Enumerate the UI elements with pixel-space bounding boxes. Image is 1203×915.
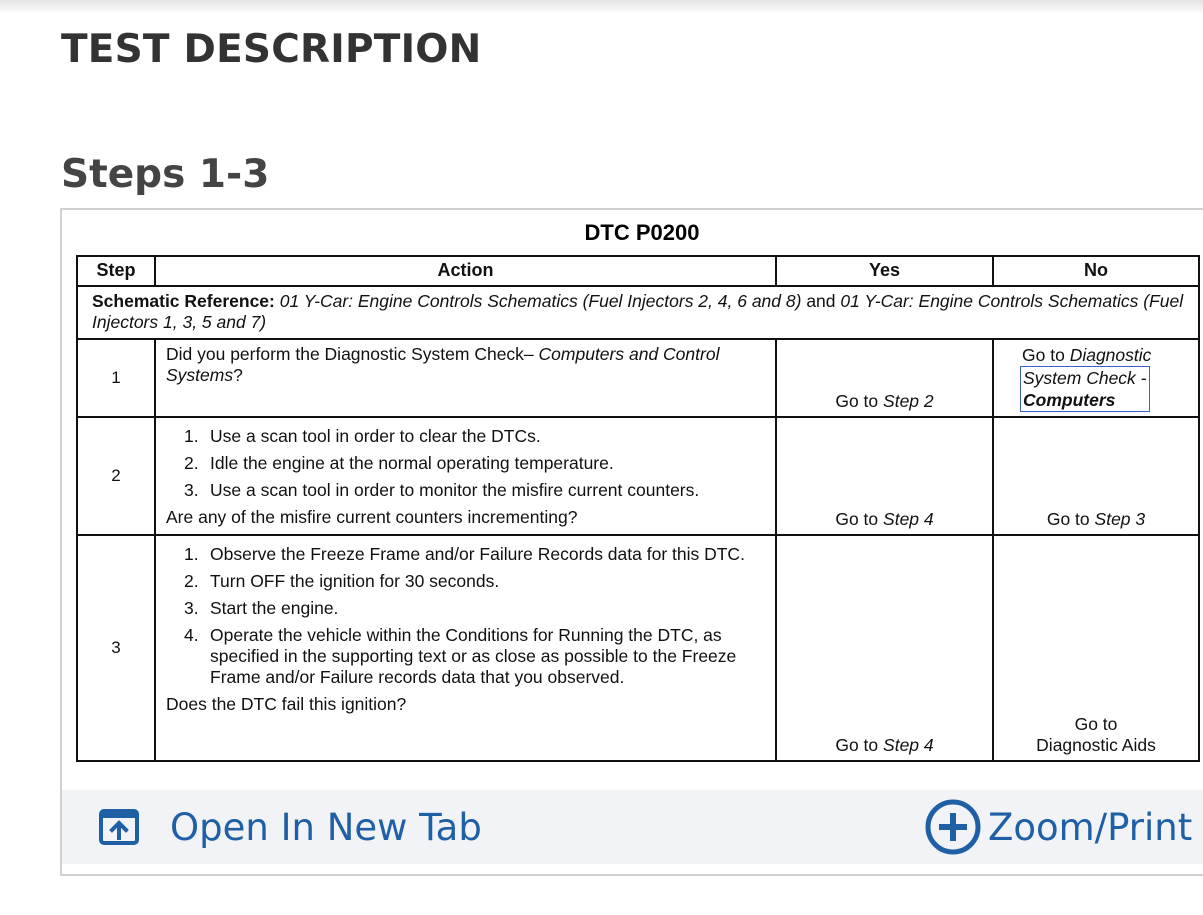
- header-action: Action: [155, 256, 776, 286]
- table-row: [77, 339, 1199, 417]
- card-footer: [62, 790, 1203, 864]
- step-no: Go to Diagnostic Aids: [993, 535, 1199, 761]
- action-list: [166, 426, 767, 501]
- open-in-new-tab-icon: [98, 808, 140, 846]
- document-card: [60, 208, 1203, 876]
- diagnostic-system-check-link[interactable]: System Check - Computers: [1020, 366, 1150, 412]
- header-yes: Yes: [776, 256, 993, 286]
- step-action: Did you perform the Diagnostic System Check– Computers and Control Systems?: [155, 339, 776, 417]
- step-yes: Go to Step 4: [776, 535, 993, 761]
- zoom-print-label: Zoom/Print: [988, 805, 1193, 849]
- header-no: No: [993, 256, 1199, 286]
- step-action: [155, 417, 776, 535]
- step-yes: Go to Step 4: [776, 417, 993, 535]
- step-no: Go to Step 3: [993, 417, 1199, 535]
- page-title: TEST DESCRIPTION: [61, 27, 482, 72]
- step-number: 3: [77, 535, 155, 761]
- table-row: [77, 417, 1199, 535]
- list-item: 3. Start the engine.: [184, 598, 339, 618]
- schematic-reference: Schematic Reference: 01 Y-Car: Engine Controls Schematics (Fuel Injectors 2, 4, 6 and 8) and 01 Y-Car: Engine Controls Schematics (Fuel Injectors 1, 3, 5 and 7): [77, 286, 1199, 339]
- step-yes: Go to Step 2: [776, 339, 993, 417]
- step-number: 2: [77, 417, 155, 535]
- action-question: Are any of the misfire current counters incrementing?: [166, 507, 578, 527]
- document-title: DTC P0200: [584, 220, 700, 245]
- zoom-print-button[interactable]: [924, 790, 1192, 864]
- list-item: 4. Operate the vehicle within the Conditions for Running the DTC, as specified in the supporting text or as close as possible to the Freeze Frame and/or Failure records data that you observed.: [184, 625, 737, 687]
- header-step: Step: [77, 256, 155, 286]
- list-item: 2. Idle the engine at the normal operating temperature.: [184, 453, 614, 473]
- list-item: 3. Use a scan tool in order to monitor the misfire current counters.: [184, 480, 700, 500]
- step-no: Go to Diagnostic System Check - Computers: [993, 339, 1199, 417]
- dtc-table: [76, 255, 1200, 762]
- action-question: Does the DTC fail this ignition?: [166, 694, 407, 714]
- plus-circle-icon: [924, 798, 982, 856]
- open-in-new-tab-button[interactable]: [98, 790, 482, 864]
- top-shadow: [0, 0, 1203, 14]
- action-list: [166, 544, 767, 688]
- table-header-row: [77, 256, 1199, 286]
- step-action: [155, 535, 776, 761]
- table-row: [77, 535, 1199, 761]
- section-title: Steps 1-3: [61, 152, 270, 197]
- step-number: 1: [77, 339, 155, 417]
- list-item: 1. Observe the Freeze Frame and/or Failure Records data for this DTC.: [184, 544, 745, 564]
- list-item: 1. Use a scan tool in order to clear the DTCs.: [184, 426, 541, 446]
- schematic-reference-row: [77, 286, 1199, 339]
- list-item: 2. Turn OFF the ignition for 30 seconds.: [184, 571, 500, 591]
- open-in-new-tab-label: Open In New Tab: [170, 805, 482, 849]
